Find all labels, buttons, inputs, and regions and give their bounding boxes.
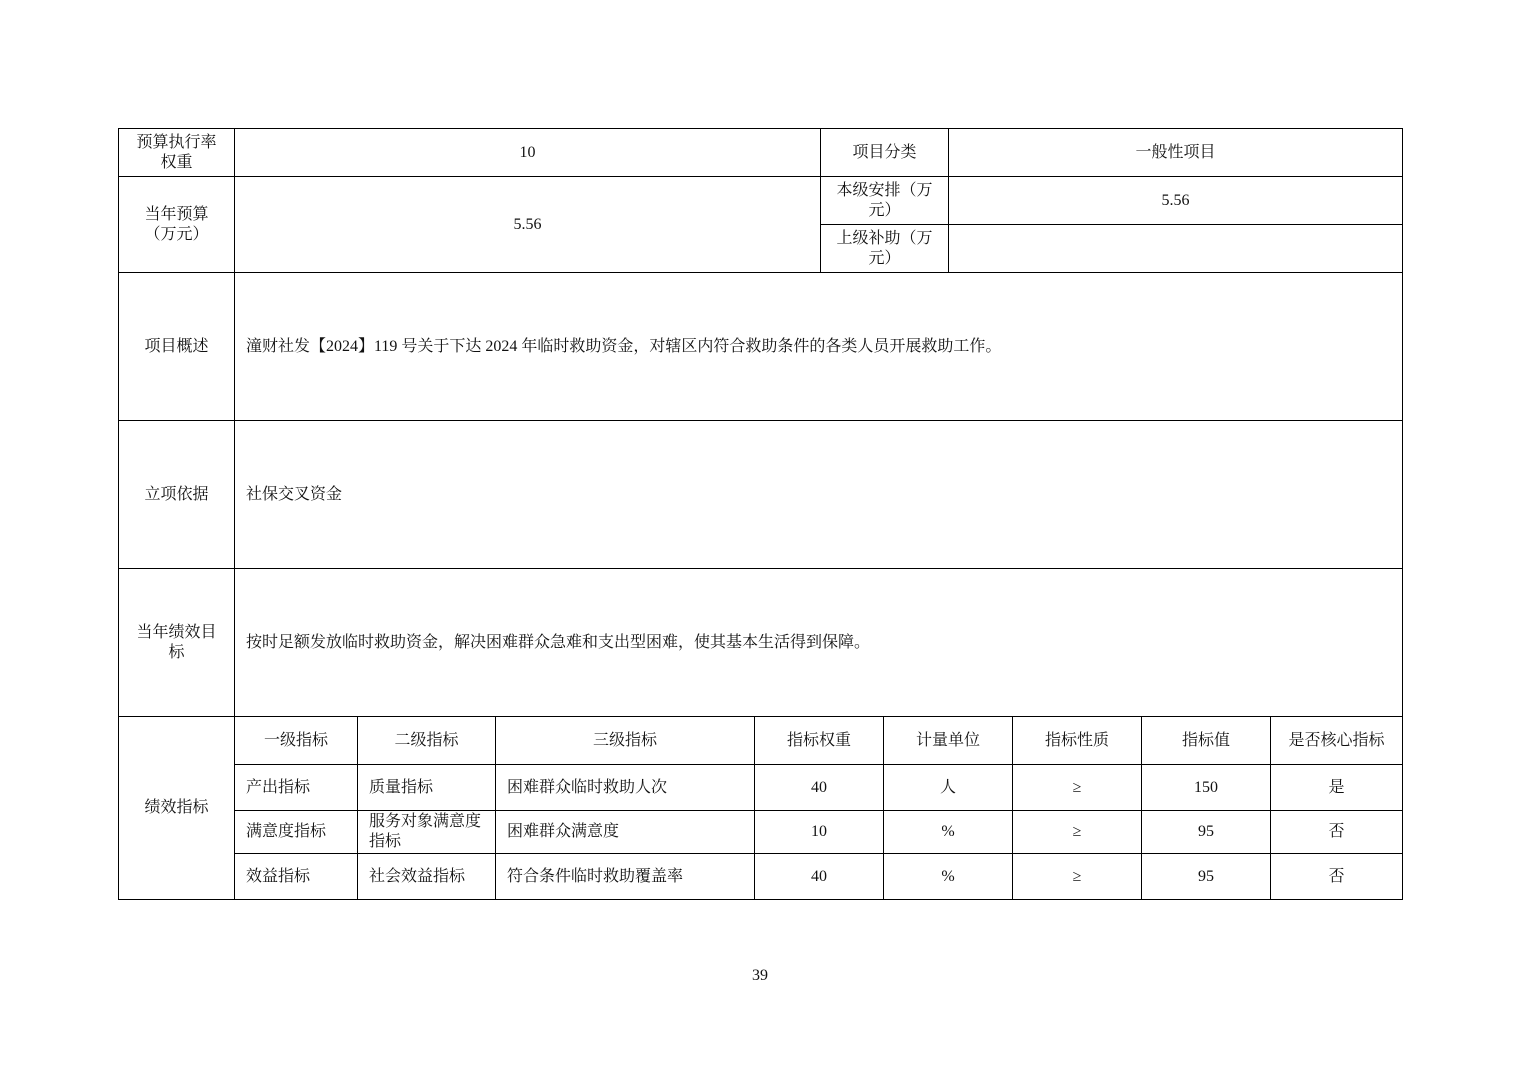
- project-category-value: 一般性项目: [949, 129, 1403, 177]
- row-overview: [119, 273, 1403, 421]
- indicator-level1: 满意度指标: [235, 811, 358, 854]
- basis-text: 社保交叉资金: [235, 421, 1403, 569]
- indicator-unit: %: [884, 854, 1013, 900]
- indicator-level2: 服务对象满意度指标: [358, 811, 496, 854]
- row-basis: [119, 421, 1403, 569]
- indicator-level1: 效益指标: [235, 854, 358, 900]
- header-target: 指标值: [1142, 717, 1271, 765]
- row-budget-exec-weight: [119, 129, 1403, 177]
- annual-budget-label: 当年预算（万元）: [119, 177, 235, 273]
- header-core: 是否核心指标: [1271, 717, 1403, 765]
- indicator-target: 95: [1142, 811, 1271, 854]
- indicator-weight: 40: [755, 765, 884, 811]
- page-number: 39: [752, 967, 768, 984]
- header-unit: 计量单位: [884, 717, 1013, 765]
- table-row: [119, 765, 1403, 811]
- indicator-nature: ≥: [1013, 811, 1142, 854]
- table-body: [119, 129, 1403, 900]
- indicator-level2: 社会效益指标: [358, 854, 496, 900]
- indicator-core: 否: [1271, 854, 1403, 900]
- header-weight: 指标权重: [755, 717, 884, 765]
- indicator-weight: 10: [755, 811, 884, 854]
- indicator-core: 否: [1271, 811, 1403, 854]
- indicator-core: 是: [1271, 765, 1403, 811]
- indicators-label: 绩效指标: [119, 717, 235, 900]
- indicator-level2: 质量指标: [358, 765, 496, 811]
- row-annual-budget: [119, 177, 1403, 225]
- indicator-level1: 产出指标: [235, 765, 358, 811]
- project-category-label: 项目分类: [821, 129, 949, 177]
- annual-goal-label: 当年绩效目标: [119, 569, 235, 717]
- overview-label: 项目概述: [119, 273, 235, 421]
- budget-exec-weight-label: 预算执行率权重: [119, 129, 235, 177]
- annual-budget-value: 5.56: [235, 177, 821, 273]
- superior-subsidy-value: [949, 225, 1403, 273]
- header-nature: 指标性质: [1013, 717, 1142, 765]
- indicator-level3: 符合条件临时救助覆盖率: [496, 854, 755, 900]
- header-level3: 三级指标: [496, 717, 755, 765]
- table-row: [119, 811, 1403, 854]
- local-arrangement-value: 5.56: [949, 177, 1403, 225]
- indicator-weight: 40: [755, 854, 884, 900]
- table-row: [119, 854, 1403, 900]
- indicator-nature: ≥: [1013, 854, 1142, 900]
- indicator-header-row: [119, 717, 1403, 765]
- row-annual-goal: [119, 569, 1403, 717]
- basis-label: 立项依据: [119, 421, 235, 569]
- indicator-unit: 人: [884, 765, 1013, 811]
- indicator-level3: 困难群众满意度: [496, 811, 755, 854]
- overview-text: 潼财社发【2024】119 号关于下达 2024 年临时救助资金，对辖区内符合救助条件的各类人员开展救助工作。: [235, 273, 1403, 421]
- header-level2: 二级指标: [358, 717, 496, 765]
- local-arrangement-label: 本级安排（万元）: [821, 177, 949, 225]
- header-level1: 一级指标: [235, 717, 358, 765]
- budget-exec-weight-value: 10: [235, 129, 821, 177]
- indicator-target: 95: [1142, 854, 1271, 900]
- superior-subsidy-label: 上级补助（万元）: [821, 225, 949, 273]
- indicator-nature: ≥: [1013, 765, 1142, 811]
- indicator-level3: 困难群众临时救助人次: [496, 765, 755, 811]
- indicator-target: 150: [1142, 765, 1271, 811]
- project-performance-table: [118, 128, 1403, 900]
- indicator-unit: %: [884, 811, 1013, 854]
- annual-goal-text: 按时足额发放临时救助资金，解决困难群众急难和支出型困难，使其基本生活得到保障。: [235, 569, 1403, 717]
